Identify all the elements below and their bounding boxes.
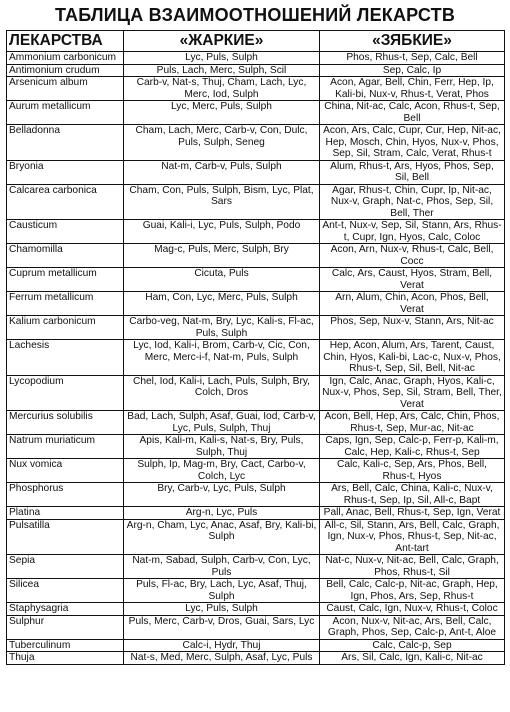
hot-remedies-cell: Puls, Fl-ac, Bry, Lach, Lyc, Asaf, Thuj, Sulph (124, 579, 320, 603)
cold-remedies-cell: Nat-c, Nux-v, Nit-ac, Bell, Calc, Graph, Phos, Rhus-t, Sil (320, 555, 505, 579)
hot-remedies-cell: Guai, Kali-i, Lyc, Puls, Sulph, Podo (124, 220, 320, 244)
drug-name-cell: Chamomilla (7, 244, 124, 268)
cold-remedies-cell: Calc, Calc-p, Sep (320, 639, 505, 652)
hot-remedies-cell: Nat-m, Carb-v, Puls, Sulph (124, 160, 320, 184)
drug-name-cell: Phosphorus (7, 483, 124, 507)
cold-remedies-cell: Caust, Calc, Ign, Nux-v, Rhus-t, Coloc (320, 603, 505, 616)
drug-name-cell: Mercurius solubilis (7, 411, 124, 435)
hot-remedies-cell: Carb-v, Nat-s, Thuj, Cham, Lach, Lyc, Merc, Iod, Sulph (124, 77, 320, 101)
table-row (7, 615, 505, 639)
drug-name-cell: Natrum muriaticum (7, 435, 124, 459)
drug-name-cell: Ferrum metallicum (7, 292, 124, 316)
drug-name-cell: Antimonium crudum (7, 64, 124, 77)
drug-name-cell: Silicea (7, 579, 124, 603)
hot-remedies-cell: Nat-s, Med, Merc, Sulph, Asaf, Lyc, Puls (124, 652, 320, 665)
table-row (7, 603, 505, 616)
hot-remedies-cell: Lyc, Merc, Puls, Sulph (124, 101, 320, 125)
drug-name-cell: Lachesis (7, 340, 124, 376)
table-row (7, 459, 505, 483)
table-row (7, 268, 505, 292)
cold-remedies-cell: Agar, Rhus-t, Chin, Cupr, Ip, Nit-ac, Nux-v, Graph, Nat-c, Phos, Sep, Sil, Bell, Ther (320, 184, 505, 220)
drug-name-cell: Aurum metallicum (7, 101, 124, 125)
drug-name-cell: Staphysagria (7, 603, 124, 616)
drug-name-cell: Causticum (7, 220, 124, 244)
table-header-row (7, 31, 505, 52)
table-row (7, 77, 505, 101)
hot-remedies-cell: Nat-m, Sabad, Sulph, Carb-v, Con, Lyc, Puls (124, 555, 320, 579)
cold-remedies-cell: Acon, Nux-v, Nit-ac, Ars, Bell, Calc, Graph, Phos, Sep, Calc-p, Ant-t, Aloe (320, 615, 505, 639)
drug-name-cell: Platina (7, 507, 124, 520)
hot-remedies-cell: Lyc, Iod, Kali-i, Brom, Carb-v, Cic, Con, Merc, Merc-i-f, Nat-m, Puls, Sulph (124, 340, 320, 376)
drug-name-cell: Pulsatilla (7, 519, 124, 555)
table-row (7, 483, 505, 507)
cold-remedies-cell: Ars, Bell, Calc, China, Kali-c, Nux-v, Rhus-t, Sep, Ip, Sil, All-c, Bapt (320, 483, 505, 507)
table-row (7, 160, 505, 184)
table-row (7, 244, 505, 268)
table-row (7, 555, 505, 579)
cold-remedies-cell: Hep, Acon, Alum, Ars, Tarent, Caust, Chin, Hyos, Kali-bi, Lac-c, Nux-v, Phos, Rhus-t, Sep, Sil, Bell, Nit-ac (320, 340, 505, 376)
cold-remedies-cell: Alum, Rhus-t, Ars, Hyos, Phos, Sep, Sil, Bell (320, 160, 505, 184)
cold-remedies-cell: Sep, Calc, Ip (320, 64, 505, 77)
table-row (7, 64, 505, 77)
hot-remedies-cell: Puls, Merc, Carb-v, Dros, Guai, Sars, Lyc (124, 615, 320, 639)
cold-remedies-cell: Ign, Calc, Anac, Graph, Hyos, Kali-c, Nux-v, Phos, Sep, Sil, Stram, Bell, Ther, Verat (320, 375, 505, 411)
table-row (7, 652, 505, 665)
table-body (7, 52, 505, 665)
cold-remedies-cell: Ant-t, Nux-v, Sep, Sil, Stann, Ars, Rhus-t, Cupr, Ign, Hyos, Calc, Coloc (320, 220, 505, 244)
cold-remedies-cell: Phos, Rhus-t, Sep, Calc, Bell (320, 52, 505, 65)
cold-remedies-cell: All-c, Sil, Stann, Ars, Bell, Calc, Graph, Ign, Nux-v, Phos, Rhus-t, Sep, Nit-ac, Ant-tart (320, 519, 505, 555)
drug-name-cell: Sepia (7, 555, 124, 579)
drug-name-cell: Thuja (7, 652, 124, 665)
cold-remedies-cell: Ars, Sil, Calc, Ign, Kali-c, Nit-ac (320, 652, 505, 665)
table-row (7, 340, 505, 376)
hot-remedies-cell: Ham, Con, Lyc, Merc, Puls, Sulph (124, 292, 320, 316)
cold-remedies-cell: Acon, Bell, Hep, Ars, Calc, Chin, Phos, Rhus-t, Sep, Mur-ac, Nit-ac (320, 411, 505, 435)
cold-remedies-cell: Calc, Ars, Caust, Hyos, Stram, Bell, Verat (320, 268, 505, 292)
hot-remedies-cell: Cham, Con, Puls, Sulph, Bism, Lyc, Plat, Sars (124, 184, 320, 220)
cold-remedies-cell: Phos, Sep, Nux-v, Stann, Ars, Nit-ac (320, 316, 505, 340)
table-row (7, 125, 505, 161)
hot-remedies-cell: Sulph, Ip, Mag-m, Bry, Cact, Carbo-v, Colch, Lyc (124, 459, 320, 483)
header-hot: «ЖАРКИЕ» (124, 31, 320, 52)
hot-remedies-cell: Puls, Lach, Merc, Sulph, Scil (124, 64, 320, 77)
hot-remedies-cell: Lyc, Puls, Sulph (124, 52, 320, 65)
hot-remedies-cell: Arg-n, Cham, Lyc, Anac, Asaf, Bry, Kali-bi, Sulph (124, 519, 320, 555)
hot-remedies-cell: Calc-i, Hydr, Thuj (124, 639, 320, 652)
drug-name-cell: Nux vomica (7, 459, 124, 483)
table-row (7, 435, 505, 459)
table-row (7, 519, 505, 555)
cold-remedies-cell: Acon, Ars, Calc, Cupr, Cur, Hep, Nit-ac, Hep, Mosch, Chin, Hyos, Nux-v, Phos, Sep, Sil, Stram, Calc, Verat, Rhus-t (320, 125, 505, 161)
table-row (7, 579, 505, 603)
cold-remedies-cell: Arn, Alum, Chin, Acon, Phos, Bell, Verat (320, 292, 505, 316)
drug-name-cell: Bryonia (7, 160, 124, 184)
hot-remedies-cell: Cham, Lach, Merc, Carb-v, Con, Dulc, Puls, Sulph, Seneg (124, 125, 320, 161)
table-row (7, 52, 505, 65)
drug-name-cell: Arsenicum album (7, 77, 124, 101)
drug-name-cell: Belladonna (7, 125, 124, 161)
cold-remedies-cell: Acon, Agar, Bell, Chin, Ferr, Hep, Ip, Kali-bi, Nux-v, Rhus-t, Verat, Phos (320, 77, 505, 101)
cold-remedies-cell: China, Nit-ac, Calc, Acon, Rhus-t, Sep, Bell (320, 101, 505, 125)
table-row (7, 184, 505, 220)
hot-remedies-cell: Bad, Lach, Sulph, Asaf, Guai, Iod, Carb-v, Lyc, Puls, Sulph, Thuj (124, 411, 320, 435)
hot-remedies-cell: Bry, Carb-v, Lyc, Puls, Sulph (124, 483, 320, 507)
table-row (7, 507, 505, 520)
cold-remedies-cell: Pall, Anac, Bell, Rhus-t, Sep, Ign, Verat (320, 507, 505, 520)
header-drugs: ЛЕКАРСТВА (7, 31, 124, 52)
table-row (7, 639, 505, 652)
cold-remedies-cell: Bell, Calc, Calc-p, Nit-ac, Graph, Hep, Ign, Phos, Ars, Sep, Rhus-t (320, 579, 505, 603)
drug-name-cell: Tuberculinum (7, 639, 124, 652)
hot-remedies-cell: Cicuta, Puls (124, 268, 320, 292)
drug-name-cell: Kalium carbonicum (7, 316, 124, 340)
drug-name-cell: Cuprum metallicum (7, 268, 124, 292)
drug-name-cell: Calcarea carbonica (7, 184, 124, 220)
hot-remedies-cell: Lyc, Puls, Sulph (124, 603, 320, 616)
drug-name-cell: Lycopodium (7, 375, 124, 411)
remedy-relationship-table (6, 30, 505, 665)
cold-remedies-cell: Acon, Arn, Nux-v, Rhus-t, Calc, Bell, Cocc (320, 244, 505, 268)
page-title: ТАБЛИЦА ВЗАИМООТНОШЕНИЙ ЛЕКАРСТВ (54, 5, 456, 25)
table-row (7, 316, 505, 340)
table-row (7, 411, 505, 435)
hot-remedies-cell: Carbo-veg, Nat-m, Bry, Lyc, Kali-s, Fl-ac, Puls, Sulph (124, 316, 320, 340)
table-row (7, 101, 505, 125)
hot-remedies-cell: Mag-c, Puls, Merc, Sulph, Bry (124, 244, 320, 268)
cold-remedies-cell: Caps, Ign, Sep, Calc-p, Ferr-p, Kali-m, Calc, Hep, Kali-c, Rhus-t, Sep (320, 435, 505, 459)
table-row (7, 220, 505, 244)
drug-name-cell: Ammonium carbonicum (7, 52, 124, 65)
hot-remedies-cell: Arg-n, Lyc, Puls (124, 507, 320, 520)
header-cold: «ЗЯБКИЕ» (320, 31, 505, 52)
hot-remedies-cell: Chel, Iod, Kali-i, Lach, Puls, Sulph, Bry, Colch, Dros (124, 375, 320, 411)
cold-remedies-cell: Calc, Kali-c, Sep, Ars, Phos, Bell, Rhus-t, Hyos (320, 459, 505, 483)
table-row (7, 292, 505, 316)
hot-remedies-cell: Apis, Kali-m, Kali-s, Nat-s, Bry, Puls, Sulph, Thuj (124, 435, 320, 459)
drug-name-cell: Sulphur (7, 615, 124, 639)
table-row (7, 375, 505, 411)
